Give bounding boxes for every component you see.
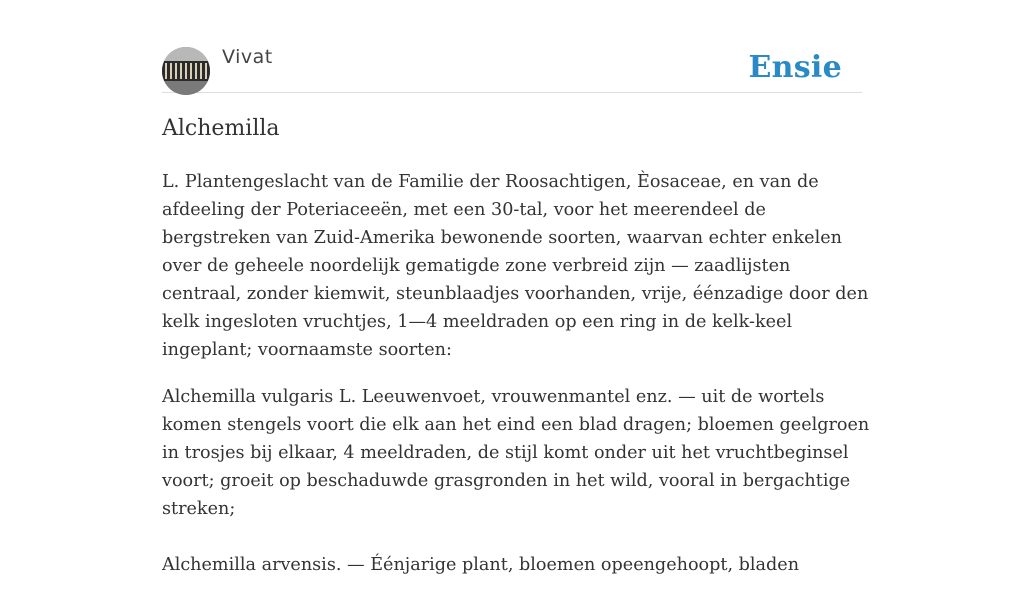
author-name[interactable]: Vivat	[222, 46, 273, 68]
paragraph: L. Plantengeslacht van de Familie der Roosachtigen, Èosaceae, en van de afdeeling der Poteriaceeën, met een 30-tal, voor het meerendeel de bergstreken van Zuid-Amerika bewonende soorten, waarvan echter enkelen over de geheele noordelijk gematigde zone verbreid zijn — zaadlijsten centraal, zonder kiemwit, steunblaadjes voorhanden, vrije, éénzadige door den kelk ingesloten vruchtjes, 1—4 meeldraden op een ring in de kelk-keel ingeplant; voornaamste soorten:	[162, 172, 869, 360]
avatar-image	[162, 47, 210, 95]
article-title: Alchemilla	[162, 116, 280, 141]
avatar[interactable]	[162, 47, 210, 95]
header	[162, 46, 862, 93]
paragraph: Alchemilla arvensis. — Éénjarige plant, bloemen opeengehoopt, bladen	[162, 555, 800, 575]
brand-logo[interactable]: Ensie	[748, 50, 842, 85]
paragraph: Alchemilla vulgaris L. Leeuwenvoet, vrouwenmantel enz. — uit de wortels komen stengels voort die elk aan het eind een blad dragen; bloemen geelgroen in trosjes bij elkaar, 4 meeldraden, de stijl komt onder uit het vruchtbeginsel voort; groeit op beschaduwde grasgronden in het wild, vooral in bergachtige streken;	[162, 387, 870, 519]
article-body	[162, 168, 872, 598]
